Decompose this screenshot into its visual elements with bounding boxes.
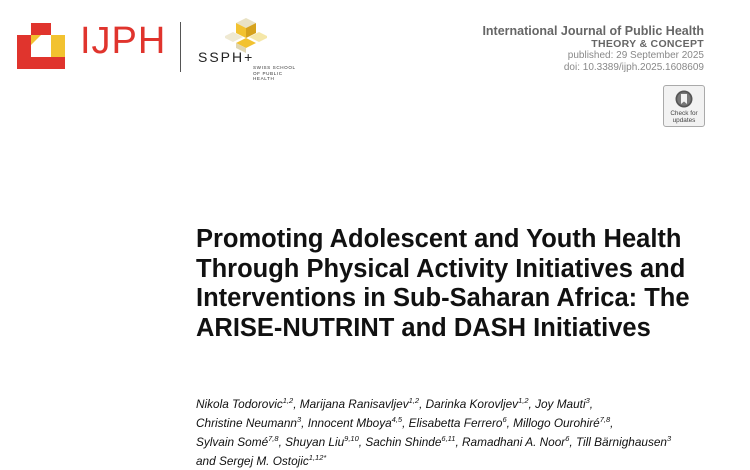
author-name[interactable]: Till Bärnighausen (575, 435, 667, 450)
author-affiliation[interactable]: 1,2 (408, 396, 420, 405)
partner-logo-text: SSPH+ (198, 49, 255, 65)
author-affiliation[interactable]: 3 (296, 415, 302, 425)
author-name[interactable]: Innocent Mboya (307, 416, 392, 431)
author-affiliation[interactable]: 1,2 (518, 396, 529, 405)
author-separator: , (455, 435, 463, 450)
bookmark-ribbon-icon (675, 90, 693, 108)
author-name[interactable]: Marijana Ranisavljev (299, 396, 409, 411)
article-title: Promoting Adolescent and Youth Health Through Physical Activity Initiatives and Interventions in Sub-Saharan Africa: The ARISE-NUTRINT and DASH Initiatives (196, 225, 690, 342)
author-affiliation[interactable]: 7,8 (599, 415, 611, 425)
updates-line-1: Check for (670, 110, 698, 117)
author-name[interactable]: Christine Neumann (196, 416, 297, 431)
author-name[interactable]: Nikola Todorovic (196, 396, 283, 411)
publication-date: published: 29 September 2025 (567, 50, 704, 61)
logo-divider (180, 22, 181, 72)
author-separator: , (402, 416, 409, 431)
author-affiliation[interactable]: 6,11 (441, 434, 456, 444)
author-separator: , (293, 396, 300, 411)
journal-name: International Journal of Public Health (482, 24, 704, 38)
ijph-logo-icon (17, 23, 65, 69)
author-affiliation[interactable]: 9,10 (344, 434, 359, 444)
partner-logo-subtitle: SWISS SCHOOL OF PUBLIC HEALTH (253, 65, 296, 81)
author-name[interactable]: Elisabetta Ferrero (408, 416, 503, 431)
author-separator: , (358, 435, 366, 450)
article-type: THEORY & CONCEPT (591, 38, 704, 50)
author-affiliation[interactable]: 1,2 (282, 396, 294, 405)
author-separator: , (610, 416, 614, 431)
author-name[interactable]: Shuyan Liu (285, 435, 345, 450)
author-name[interactable]: Ramadhani A. Noor (462, 435, 566, 450)
check-for-updates-label (664, 110, 704, 124)
updates-line-2: updates (672, 117, 696, 124)
author-separator: , (278, 435, 286, 450)
author-affiliation[interactable]: 1,12* (308, 453, 327, 463)
author-affiliation[interactable]: 4,5 (391, 415, 403, 425)
author-name[interactable]: Millogo Ourohiré (513, 416, 600, 431)
author-name[interactable]: Darinka Korovljev (425, 396, 519, 411)
author-separator: , (506, 416, 514, 431)
author-name[interactable]: Sachin Shinde (365, 435, 442, 450)
author-separator: , (528, 396, 536, 411)
author-affiliation[interactable]: 7,8 (268, 434, 279, 444)
journal-logo-text: IJPH (80, 20, 167, 62)
author-affiliation[interactable]: 3 (585, 396, 590, 405)
author-separator: , (419, 396, 426, 411)
author-name[interactable]: Joy Mauti (535, 396, 586, 411)
author-separator: , (301, 416, 308, 431)
doi-link[interactable]: doi: 10.3389/ijph.2025.1608609 (563, 62, 704, 73)
author-name[interactable]: and Sergej M. Ostojic (196, 454, 309, 469)
author-list (196, 393, 716, 470)
author-name[interactable]: Sylvain Somé (196, 435, 269, 450)
author-affiliation[interactable]: 6 (502, 415, 507, 425)
author-affiliation[interactable]: 6 (565, 434, 570, 444)
author-separator: , (569, 435, 576, 450)
author-affiliation[interactable]: 3 (666, 434, 672, 444)
check-for-updates-button[interactable] (663, 85, 705, 127)
journal-info (482, 24, 704, 74)
author-separator: , (589, 396, 594, 411)
